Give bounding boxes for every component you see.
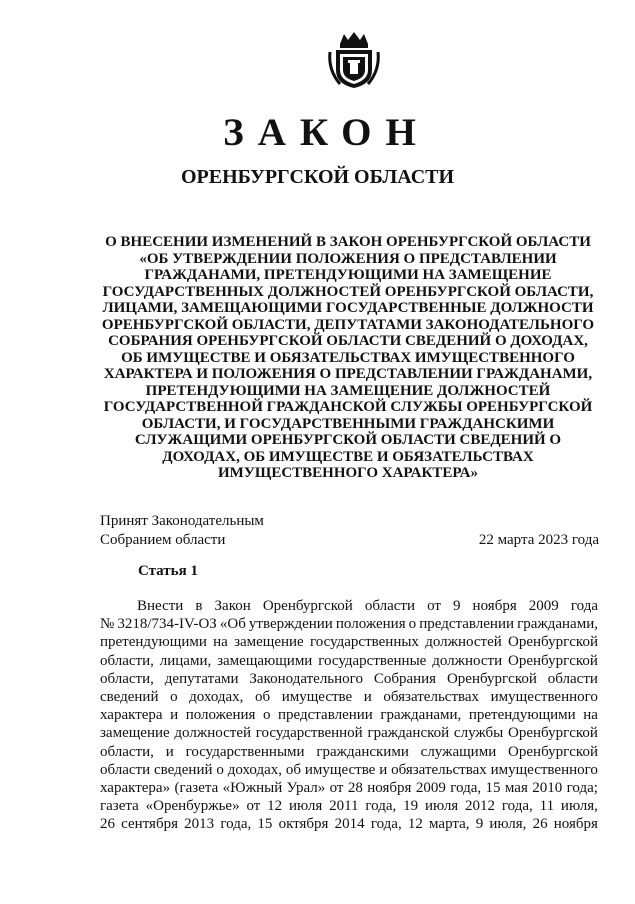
body-word: ноября: [367, 780, 412, 797]
body-word: Оренбургской: [508, 743, 598, 760]
heading-line: «ОБ УТВЕРЖДЕНИИ ПОЛОЖЕНИЯ О ПРЕДСТАВЛЕНИИ: [139, 250, 557, 267]
body-line: [100, 615, 598, 633]
body-word: года,: [220, 816, 252, 833]
body-word: 2010: [532, 780, 563, 797]
body-word: 11: [539, 798, 555, 815]
body-word: Оренбургской: [446, 670, 537, 687]
body-word: 2011: [329, 798, 359, 815]
body-word: 2012: [465, 798, 496, 815]
body-word: Внести: [137, 598, 184, 614]
body-word: №: [100, 616, 115, 633]
body-word: о: [216, 761, 224, 778]
body-word: года;: [566, 780, 598, 797]
body-word: служащими: [420, 743, 497, 760]
body-word: гражданами,: [517, 616, 598, 633]
body-word: мая: [504, 780, 528, 797]
adopted-line: Принят Законодательным: [100, 513, 264, 529]
body-word: о: [262, 707, 271, 724]
heading-line: ГРАЖДАНАМИ, ПРЕТЕНДУЮЩИМИ НА ЗАМЕЩЕНИЕ: [144, 267, 552, 283]
body-word: и: [363, 689, 372, 706]
heading-line: ОБ ИМУЩЕСТВЕ И ОБЯЗАТЕЛЬСТВАХ ИМУЩЕСТВЕННОГО: [121, 349, 575, 366]
body-word: 2009: [415, 780, 446, 797]
body-word: года,: [501, 798, 533, 815]
body-word: на: [583, 707, 598, 724]
body-word: 3218/734-IV-ОЗ: [117, 616, 217, 633]
body-word: «Об: [219, 616, 246, 633]
body-word: характера»: [100, 780, 171, 797]
body-word: должностей: [174, 725, 252, 742]
body-word: представлении: [419, 616, 515, 633]
heading-line: СОБРАНИЯ ОРЕНБУРГСКОЙ ОБЛАСТИ СВЕДЕНИЙ О ДОХОДАХ,: [108, 333, 588, 349]
body-word: о: [170, 689, 178, 706]
body-word: замещение: [234, 634, 304, 651]
heading-line: ГОСУДАРСТВЕННЫХ ДОЛЖНОСТЕЙ ОРЕНБУРГСКОЙ ОБЛАСТИ,: [102, 283, 594, 300]
law-title: ЗАКОН: [223, 111, 430, 154]
heading-line: ОРЕНБУРГСКОЙ ОБЛАСТИ, ДЕПУТАТАМИ ЗАКОНОДАТЕЛЬНОГО: [101, 316, 595, 333]
body-word: ноября: [472, 598, 517, 614]
body-word: 19: [403, 798, 419, 815]
body-word: Урал»: [286, 780, 326, 797]
body-word: июля: [424, 798, 459, 815]
heading-line: ГОСУДАРСТВЕННОЙ ГРАЖДАНСКОЙ СЛУЖБЫ ОРЕНБУРГСКОЙ: [103, 399, 593, 415]
body-word: июля: [288, 798, 323, 815]
heading-line: О ВНЕСЕНИИ ИЗМЕНЕНИЙ В ЗАКОН ОРЕНБУРГСКОЙ ОБЛАСТИ: [105, 234, 591, 250]
body-line: [100, 724, 598, 742]
article-body: [100, 597, 598, 834]
coat-of-arms-icon: [326, 30, 382, 90]
body-word: области: [364, 598, 415, 614]
body-word: утверждении: [248, 616, 333, 633]
article-label: Статья 1: [138, 563, 198, 579]
body-word: в: [195, 598, 203, 614]
body-line: [100, 670, 598, 688]
body-word: 2009: [528, 598, 559, 614]
body-word: доходах,: [227, 761, 283, 778]
adopted-date: 22 марта 2023 года: [478, 532, 599, 548]
body-line: [100, 706, 598, 724]
body-word: «Оренбуржье»: [145, 798, 240, 815]
body-word: должностей: [425, 634, 502, 651]
body-word: и: [165, 743, 174, 760]
body-word: Собрания: [373, 670, 437, 687]
body-word: характера: [100, 707, 163, 724]
body-word: октября: [278, 816, 329, 833]
body-word: гражданской: [367, 725, 450, 742]
body-line: [100, 761, 598, 779]
body-word: года,: [370, 816, 402, 833]
body-word: сведений: [154, 761, 213, 778]
heading-line: ХАРАКТЕРА И ПОЛОЖЕНИЯ О ПРЕДСТАВЛЕНИИ ГРАЖДАНАМИ,: [103, 366, 593, 382]
body-word: Оренбургской: [262, 598, 353, 614]
body-word: замещение: [100, 725, 170, 742]
body-line: [100, 815, 598, 833]
body-word: 26: [532, 816, 548, 833]
body-word: государственными: [185, 743, 305, 760]
body-word: доходах,: [189, 689, 244, 706]
body-word: положения: [185, 707, 256, 724]
body-word: области,: [100, 652, 154, 669]
body-word: 9: [452, 598, 461, 614]
body-word: 28: [347, 780, 363, 797]
heading-line: ЛИЦАМИ, ЗАМЕЩАЮЩИМИ ГОСУДАРСТВЕННЫЕ ДОЛЖНОСТИ: [102, 300, 594, 316]
body-word: государственные: [318, 652, 427, 669]
body-word: гражданскими: [316, 743, 409, 760]
body-line: [100, 688, 598, 706]
body-word: области,: [100, 670, 154, 687]
body-word: 2013: [184, 816, 215, 833]
body-word: об: [285, 761, 302, 778]
body-word: года,: [450, 780, 482, 797]
body-word: обязательствах: [391, 761, 487, 778]
heading-line: ИМУЩЕСТВЕННОГО ХАРАКТЕРА»: [218, 465, 478, 481]
body-word: 9: [475, 816, 484, 833]
body-word: июля,: [560, 798, 598, 815]
region-title: ОРЕНБУРГСКОЙ ОБЛАСТИ: [180, 166, 455, 188]
body-word: года,: [365, 798, 397, 815]
body-word: Законодательного: [249, 670, 363, 687]
body-word: депутатами: [164, 670, 239, 687]
body-word: о: [408, 616, 417, 633]
body-word: претендующими: [468, 707, 576, 724]
body-word: 15: [257, 816, 273, 833]
body-word: (газета: [174, 780, 219, 797]
body-word: от: [427, 598, 441, 614]
body-word: имущественного: [490, 689, 598, 706]
body-line: [100, 597, 598, 615]
body-word: государственных: [309, 634, 419, 651]
body-word: и: [379, 761, 388, 778]
body-word: лицами,: [159, 652, 212, 669]
body-word: «Южный: [222, 780, 283, 797]
body-word: области: [547, 670, 598, 687]
body-word: сентября: [121, 816, 178, 833]
body-word: газета: [100, 798, 139, 815]
body-word: от: [329, 780, 344, 797]
body-word: от: [246, 798, 261, 815]
body-word: сведений: [100, 689, 159, 706]
body-word: представлении: [278, 707, 373, 724]
body-word: обязательствах: [383, 689, 480, 706]
body-word: и: [170, 707, 179, 724]
heading-line: ДОХОДАХ, ОБ ИМУЩЕСТВЕ И ОБЯЗАТЕЛЬСТВАХ: [162, 448, 534, 465]
body-word: имуществе: [281, 689, 353, 706]
body-word: службы: [453, 725, 504, 742]
body-word: марта,: [429, 816, 470, 833]
body-word: Оренбургской: [508, 634, 598, 651]
heading-line: ОБЛАСТИ, И ГОСУДАРСТВЕННЫМИ ГРАЖДАНСКИМИ: [141, 415, 555, 432]
body-word: на: [213, 634, 228, 651]
body-word: замещающими: [217, 652, 313, 669]
body-word: июля,: [489, 816, 527, 833]
document-heading: [98, 234, 598, 482]
body-word: 15: [485, 780, 501, 797]
body-word: государственной: [255, 725, 363, 742]
body-word: области: [100, 761, 151, 778]
body-word: 12: [267, 798, 283, 815]
body-word: положения: [335, 616, 406, 633]
adopted-line: Собранием области: [100, 532, 226, 548]
heading-line: ПРЕТЕНДУЮЩИМИ НА ЗАМЕЩЕНИЕ ДОЛЖНОСТЕЙ: [145, 382, 551, 399]
body-word: области,: [100, 743, 154, 760]
body-word: 12: [407, 816, 423, 833]
adopted-by: [100, 512, 264, 550]
body-line: [100, 652, 598, 670]
body-word: Оренбургской: [507, 652, 598, 669]
body-line: [100, 743, 598, 761]
body-word: гражданами,: [380, 707, 462, 724]
heading-line: СЛУЖАЩИМИ ОРЕНБУРГСКОЙ ОБЛАСТИ СВЕДЕНИЙ О: [134, 432, 562, 448]
body-word: претендующими: [100, 634, 207, 651]
body-word: имущественного: [490, 761, 598, 778]
body-word: должности: [432, 652, 503, 669]
body-word: об: [255, 689, 271, 706]
body-line: [100, 633, 598, 651]
body-word: года: [570, 598, 598, 614]
body-word: Оренбургской: [508, 725, 598, 742]
body-line: [100, 779, 598, 797]
body-line: [100, 797, 598, 815]
body-word: Закон: [214, 598, 251, 614]
body-word: имуществе: [304, 761, 376, 778]
body-word: ноября: [553, 816, 598, 833]
body-word: 26: [100, 816, 115, 833]
body-word: 2014: [334, 816, 365, 833]
